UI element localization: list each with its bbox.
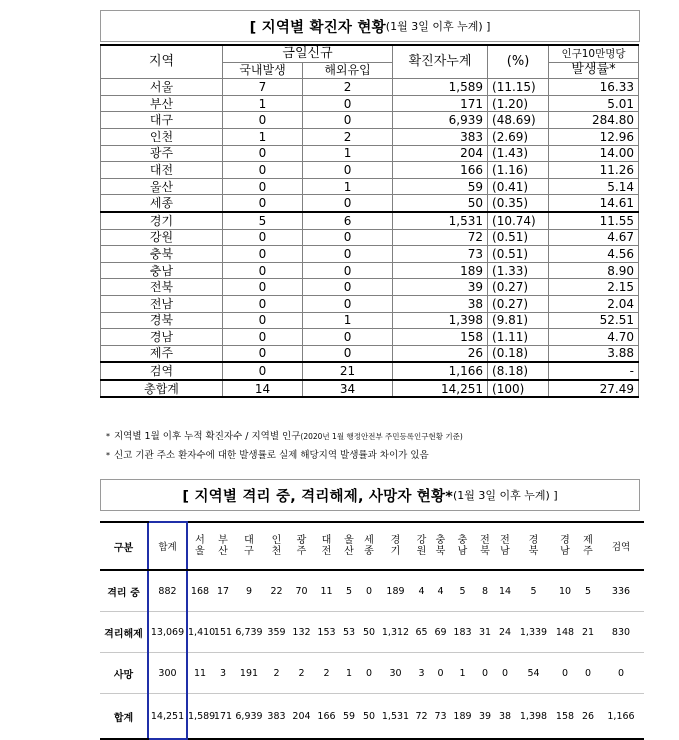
cell-region: 제주 bbox=[101, 345, 223, 362]
cell-cumulative: 383 bbox=[393, 128, 488, 145]
table-row bbox=[101, 229, 639, 246]
table-row bbox=[101, 262, 639, 279]
cell-domestic: 0 bbox=[223, 112, 303, 129]
cell-value: 11 bbox=[314, 570, 339, 612]
cell-value: 171 bbox=[212, 694, 234, 740]
footnote-1 bbox=[106, 428, 463, 442]
cell-abroad: 1 bbox=[303, 312, 393, 329]
header-region-label: 인천 bbox=[271, 535, 282, 557]
cell-domestic: 0 bbox=[223, 295, 303, 312]
header-region-label: 대구 bbox=[244, 535, 254, 557]
cell-value: 39 bbox=[475, 694, 495, 740]
header-region-label: 서울 bbox=[195, 535, 205, 557]
cell-percent: (1.43) bbox=[488, 145, 549, 162]
cell-percent: (11.15) bbox=[488, 79, 549, 96]
cell-region: 인천 bbox=[101, 128, 223, 145]
header-region bbox=[431, 522, 450, 570]
table-row bbox=[101, 128, 639, 145]
header-total: 합계 bbox=[148, 522, 187, 570]
cell-total: 882 bbox=[148, 570, 187, 612]
cell-value: 0 bbox=[359, 653, 379, 694]
cell-value: 14 bbox=[495, 570, 515, 612]
cell-rate: - bbox=[549, 362, 639, 380]
cell-quarantine: 830 bbox=[598, 612, 644, 653]
header-abroad: 해외유입 bbox=[303, 62, 393, 79]
cell-value: 1,398 bbox=[515, 694, 552, 740]
cell-abroad: 0 bbox=[303, 279, 393, 296]
cell-domestic: 0 bbox=[223, 362, 303, 380]
header-region bbox=[495, 522, 515, 570]
cell-value: 5 bbox=[450, 570, 475, 612]
cell-region: 경북 bbox=[101, 312, 223, 329]
cell-percent: (1.20) bbox=[488, 95, 549, 112]
header-region-label: 경북 bbox=[528, 535, 539, 557]
footnote-marker: * bbox=[106, 432, 110, 441]
cell-value: 151 bbox=[212, 612, 234, 653]
cell-rate: 5.14 bbox=[549, 178, 639, 195]
cell-value: 69 bbox=[431, 612, 450, 653]
cell-value: 189 bbox=[450, 694, 475, 740]
cell-abroad: 0 bbox=[303, 329, 393, 346]
cell-value: 204 bbox=[289, 694, 314, 740]
cell-domestic: 0 bbox=[223, 178, 303, 195]
cell-value: 10 bbox=[552, 570, 578, 612]
cell-value: 50 bbox=[359, 694, 379, 740]
cell-abroad: 2 bbox=[303, 128, 393, 145]
table-row bbox=[100, 653, 644, 694]
cell-percent: (0.18) bbox=[488, 345, 549, 362]
header-region bbox=[450, 522, 475, 570]
cell-rate: 27.49 bbox=[549, 380, 639, 398]
cell-value: 31 bbox=[475, 612, 495, 653]
cell-domestic: 0 bbox=[223, 162, 303, 179]
cell-value: 6,939 bbox=[234, 694, 264, 740]
table1-title-sub: (1월 3일 이후 누계) ] bbox=[385, 20, 491, 33]
cell-value: 1 bbox=[339, 653, 359, 694]
header-percent: (%) bbox=[488, 45, 549, 79]
cell-region: 광주 bbox=[101, 145, 223, 162]
cell-value: 8 bbox=[475, 570, 495, 612]
header-rate-line2: 발생률* bbox=[549, 62, 639, 79]
cell-abroad: 34 bbox=[303, 380, 393, 398]
cell-percent: (0.41) bbox=[488, 178, 549, 195]
cell-value: 9 bbox=[234, 570, 264, 612]
cell-rate: 3.88 bbox=[549, 345, 639, 362]
cell-abroad: 0 bbox=[303, 229, 393, 246]
cell-value: 11 bbox=[187, 653, 212, 694]
cell-value: 0 bbox=[431, 653, 450, 694]
table-row bbox=[101, 112, 639, 129]
header-region bbox=[314, 522, 339, 570]
cell-value: 0 bbox=[578, 653, 598, 694]
cell-rate: 8.90 bbox=[549, 262, 639, 279]
header-region bbox=[475, 522, 495, 570]
header-region bbox=[264, 522, 289, 570]
confirmed-cases-body bbox=[101, 79, 639, 398]
table-row bbox=[101, 312, 639, 329]
cell-abroad: 0 bbox=[303, 95, 393, 112]
cell-value: 70 bbox=[289, 570, 314, 612]
cell-value: 53 bbox=[339, 612, 359, 653]
cell-domestic: 0 bbox=[223, 145, 303, 162]
header-region-label: 강원 bbox=[416, 535, 427, 557]
cell-abroad: 0 bbox=[303, 162, 393, 179]
header-region-label: 경기 bbox=[390, 535, 401, 557]
table1-title: [ 지역별 확진자 현황 bbox=[249, 19, 386, 36]
cell-rate: 5.01 bbox=[549, 95, 639, 112]
cell-value: 0 bbox=[495, 653, 515, 694]
cell-domestic: 0 bbox=[223, 279, 303, 296]
cell-cumulative: 14,251 bbox=[393, 380, 488, 398]
cell-domestic: 5 bbox=[223, 212, 303, 229]
row-label: 사망 bbox=[100, 653, 148, 694]
cell-cumulative: 189 bbox=[393, 262, 488, 279]
header-region-label: 제주 bbox=[583, 535, 593, 557]
cell-abroad: 0 bbox=[303, 345, 393, 362]
cell-rate: 14.00 bbox=[549, 145, 639, 162]
table-row bbox=[101, 329, 639, 346]
cell-percent: (9.81) bbox=[488, 312, 549, 329]
cell-cumulative: 158 bbox=[393, 329, 488, 346]
cell-value: 0 bbox=[475, 653, 495, 694]
header-region-label: 대전 bbox=[321, 535, 332, 557]
row-label: 격리 중 bbox=[100, 570, 148, 612]
header-new-cases: 금일신규 bbox=[223, 45, 393, 62]
cell-rate: 14.61 bbox=[549, 195, 639, 212]
cell-rate: 4.70 bbox=[549, 329, 639, 346]
cell-value: 2 bbox=[264, 653, 289, 694]
cell-rate: 2.04 bbox=[549, 295, 639, 312]
header-region-label: 충남 bbox=[457, 535, 468, 557]
cell-value: 3 bbox=[412, 653, 431, 694]
cell-domestic: 0 bbox=[223, 312, 303, 329]
cell-value: 21 bbox=[578, 612, 598, 653]
cell-value: 189 bbox=[379, 570, 412, 612]
header-region bbox=[515, 522, 552, 570]
cell-rate: 11.26 bbox=[549, 162, 639, 179]
cell-value: 1,339 bbox=[515, 612, 552, 653]
table-row bbox=[101, 79, 639, 96]
cell-region: 서울 bbox=[101, 79, 223, 96]
table-row bbox=[101, 380, 639, 398]
cell-rate: 284.80 bbox=[549, 112, 639, 129]
footnote-2 bbox=[106, 447, 429, 461]
cell-rate: 11.55 bbox=[549, 212, 639, 229]
cell-value: 5 bbox=[339, 570, 359, 612]
cell-cumulative: 1,166 bbox=[393, 362, 488, 380]
cell-quarantine: 1,166 bbox=[598, 694, 644, 740]
header-region-label: 울산 bbox=[344, 535, 354, 557]
cell-region: 총합계 bbox=[101, 380, 223, 398]
cell-value: 1,312 bbox=[379, 612, 412, 653]
cell-total: 300 bbox=[148, 653, 187, 694]
row-label: 합계 bbox=[100, 694, 148, 740]
cell-value: 30 bbox=[379, 653, 412, 694]
cell-value: 3 bbox=[212, 653, 234, 694]
cell-domestic: 0 bbox=[223, 329, 303, 346]
table-row bbox=[101, 295, 639, 312]
cell-cumulative: 38 bbox=[393, 295, 488, 312]
table-row bbox=[101, 345, 639, 362]
cell-cumulative: 39 bbox=[393, 279, 488, 296]
cell-rate: 16.33 bbox=[549, 79, 639, 96]
header-region bbox=[578, 522, 598, 570]
cell-abroad: 0 bbox=[303, 246, 393, 263]
cell-cumulative: 204 bbox=[393, 145, 488, 162]
table-row bbox=[101, 95, 639, 112]
cell-abroad: 0 bbox=[303, 112, 393, 129]
cell-abroad: 21 bbox=[303, 362, 393, 380]
cell-value: 1,589 bbox=[187, 694, 212, 740]
cell-percent: (0.51) bbox=[488, 246, 549, 263]
cell-domestic: 14 bbox=[223, 380, 303, 398]
cell-region: 대구 bbox=[101, 112, 223, 129]
table-row bbox=[101, 279, 639, 296]
table-row bbox=[100, 694, 644, 740]
cell-total: 13,069 bbox=[148, 612, 187, 653]
footnote-1-text: 지역별 1월 이후 누적 확진자수 / 지역별 인구 bbox=[114, 431, 301, 442]
cell-percent: (2.69) bbox=[488, 128, 549, 145]
cell-cumulative: 166 bbox=[393, 162, 488, 179]
header-region bbox=[552, 522, 578, 570]
cell-region: 부산 bbox=[101, 95, 223, 112]
confirmed-cases-table bbox=[100, 44, 639, 398]
cell-region: 경남 bbox=[101, 329, 223, 346]
header-region bbox=[359, 522, 379, 570]
cell-abroad: 2 bbox=[303, 79, 393, 96]
table-row bbox=[101, 212, 639, 229]
cell-region: 세종 bbox=[101, 195, 223, 212]
table2-title: [ 지역별 격리 중, 격리해제, 사망자 현황* bbox=[182, 488, 453, 505]
footnote-1-source: (2020년 1월 행정안전부 주민등록인구현황 기준) bbox=[300, 432, 463, 441]
cell-abroad: 1 bbox=[303, 145, 393, 162]
cell-value: 72 bbox=[412, 694, 431, 740]
header-region-label: 전북 bbox=[480, 535, 490, 557]
header-region-label: 충북 bbox=[435, 535, 446, 557]
cell-region: 충북 bbox=[101, 246, 223, 263]
cell-quarantine: 336 bbox=[598, 570, 644, 612]
isolation-status-table bbox=[100, 521, 644, 740]
cell-value: 59 bbox=[339, 694, 359, 740]
cell-value: 6,739 bbox=[234, 612, 264, 653]
cell-value: 1,410 bbox=[187, 612, 212, 653]
cell-value: 359 bbox=[264, 612, 289, 653]
cell-value: 26 bbox=[578, 694, 598, 740]
table1-title-box bbox=[100, 10, 640, 42]
header-region bbox=[289, 522, 314, 570]
row-label: 격리해제 bbox=[100, 612, 148, 653]
cell-value: 191 bbox=[234, 653, 264, 694]
cell-percent: (0.27) bbox=[488, 279, 549, 296]
cell-value: 2 bbox=[314, 653, 339, 694]
cell-value: 153 bbox=[314, 612, 339, 653]
header-region-label: 광주 bbox=[296, 535, 307, 557]
cell-value: 17 bbox=[212, 570, 234, 612]
cell-value: 73 bbox=[431, 694, 450, 740]
cell-rate: 52.51 bbox=[549, 312, 639, 329]
header-quarantine: 검역 bbox=[598, 522, 644, 570]
cell-domestic: 1 bbox=[223, 95, 303, 112]
cell-cumulative: 171 bbox=[393, 95, 488, 112]
cell-cumulative: 1,589 bbox=[393, 79, 488, 96]
cell-value: 383 bbox=[264, 694, 289, 740]
cell-percent: (10.74) bbox=[488, 212, 549, 229]
table-row bbox=[101, 145, 639, 162]
cell-abroad: 0 bbox=[303, 195, 393, 212]
cell-value: 1 bbox=[450, 653, 475, 694]
cell-region: 충남 bbox=[101, 262, 223, 279]
cell-percent: (48.69) bbox=[488, 112, 549, 129]
header-region-label: 경남 bbox=[560, 535, 570, 557]
cell-cumulative: 1,398 bbox=[393, 312, 488, 329]
cell-cumulative: 73 bbox=[393, 246, 488, 263]
header-domestic: 국내발생 bbox=[223, 62, 303, 79]
footnote-2-text: 신고 기관 주소 환자수에 대한 발생률로 실제 해당지역 발생률과 차이가 있음 bbox=[114, 450, 429, 461]
cell-domestic: 0 bbox=[223, 345, 303, 362]
header-rate-line1: 인구10만명당 bbox=[549, 45, 639, 62]
header-region bbox=[212, 522, 234, 570]
cell-value: 38 bbox=[495, 694, 515, 740]
cell-value: 5 bbox=[578, 570, 598, 612]
header-region bbox=[339, 522, 359, 570]
cell-domestic: 0 bbox=[223, 195, 303, 212]
footnote-marker: * bbox=[106, 451, 110, 460]
header-cumulative: 확진자누계 bbox=[393, 45, 488, 79]
cell-region: 검역 bbox=[101, 362, 223, 380]
cell-quarantine: 0 bbox=[598, 653, 644, 694]
cell-value: 0 bbox=[552, 653, 578, 694]
table-row bbox=[101, 246, 639, 263]
header-region-label: 부산 bbox=[218, 535, 228, 557]
header-region bbox=[234, 522, 264, 570]
cell-value: 24 bbox=[495, 612, 515, 653]
header-region-label: 전남 bbox=[500, 535, 510, 557]
cell-domestic: 0 bbox=[223, 229, 303, 246]
cell-value: 0 bbox=[359, 570, 379, 612]
cell-region: 대전 bbox=[101, 162, 223, 179]
cell-value: 158 bbox=[552, 694, 578, 740]
header-region: 지역 bbox=[101, 45, 223, 79]
cell-value: 2 bbox=[289, 653, 314, 694]
cell-percent: (1.11) bbox=[488, 329, 549, 346]
cell-rate: 4.56 bbox=[549, 246, 639, 263]
cell-value: 148 bbox=[552, 612, 578, 653]
cell-domestic: 7 bbox=[223, 79, 303, 96]
header-region bbox=[187, 522, 212, 570]
cell-percent: (1.33) bbox=[488, 262, 549, 279]
cell-domestic: 0 bbox=[223, 262, 303, 279]
cell-domestic: 1 bbox=[223, 128, 303, 145]
cell-percent: (0.27) bbox=[488, 295, 549, 312]
isolation-status-body bbox=[100, 570, 644, 739]
table-row bbox=[100, 570, 644, 612]
cell-region: 울산 bbox=[101, 178, 223, 195]
cell-percent: (100) bbox=[488, 380, 549, 398]
cell-value: 183 bbox=[450, 612, 475, 653]
cell-cumulative: 50 bbox=[393, 195, 488, 212]
cell-value: 4 bbox=[431, 570, 450, 612]
table2-title-sub: (1월 3일 이후 누계) ] bbox=[453, 489, 558, 502]
header-region-label: 세종 bbox=[364, 535, 374, 557]
cell-region: 전남 bbox=[101, 295, 223, 312]
cell-value: 65 bbox=[412, 612, 431, 653]
cell-value: 1,531 bbox=[379, 694, 412, 740]
cell-value: 4 bbox=[412, 570, 431, 612]
cell-value: 5 bbox=[515, 570, 552, 612]
cell-rate: 4.67 bbox=[549, 229, 639, 246]
cell-percent: (1.16) bbox=[488, 162, 549, 179]
cell-region: 경기 bbox=[101, 212, 223, 229]
cell-cumulative: 72 bbox=[393, 229, 488, 246]
cell-percent: (8.18) bbox=[488, 362, 549, 380]
cell-value: 22 bbox=[264, 570, 289, 612]
cell-domestic: 0 bbox=[223, 246, 303, 263]
cell-value: 168 bbox=[187, 570, 212, 612]
cell-region: 전북 bbox=[101, 279, 223, 296]
table-row bbox=[101, 195, 639, 212]
cell-value: 50 bbox=[359, 612, 379, 653]
table-row bbox=[101, 162, 639, 179]
cell-percent: (0.35) bbox=[488, 195, 549, 212]
table-row bbox=[100, 612, 644, 653]
cell-value: 54 bbox=[515, 653, 552, 694]
cell-rate: 12.96 bbox=[549, 128, 639, 145]
cell-value: 166 bbox=[314, 694, 339, 740]
table-row bbox=[101, 178, 639, 195]
cell-abroad: 1 bbox=[303, 178, 393, 195]
cell-total: 14,251 bbox=[148, 694, 187, 740]
cell-cumulative: 26 bbox=[393, 345, 488, 362]
cell-cumulative: 59 bbox=[393, 178, 488, 195]
table-row bbox=[101, 362, 639, 380]
header-region bbox=[412, 522, 431, 570]
cell-abroad: 0 bbox=[303, 295, 393, 312]
cell-rate: 2.15 bbox=[549, 279, 639, 296]
cell-value: 132 bbox=[289, 612, 314, 653]
table2-title-box bbox=[100, 479, 640, 511]
cell-cumulative: 1,531 bbox=[393, 212, 488, 229]
header-category: 구분 bbox=[100, 522, 148, 570]
cell-region: 강원 bbox=[101, 229, 223, 246]
cell-abroad: 0 bbox=[303, 262, 393, 279]
cell-percent: (0.51) bbox=[488, 229, 549, 246]
cell-abroad: 6 bbox=[303, 212, 393, 229]
header-region bbox=[379, 522, 412, 570]
cell-cumulative: 6,939 bbox=[393, 112, 488, 129]
